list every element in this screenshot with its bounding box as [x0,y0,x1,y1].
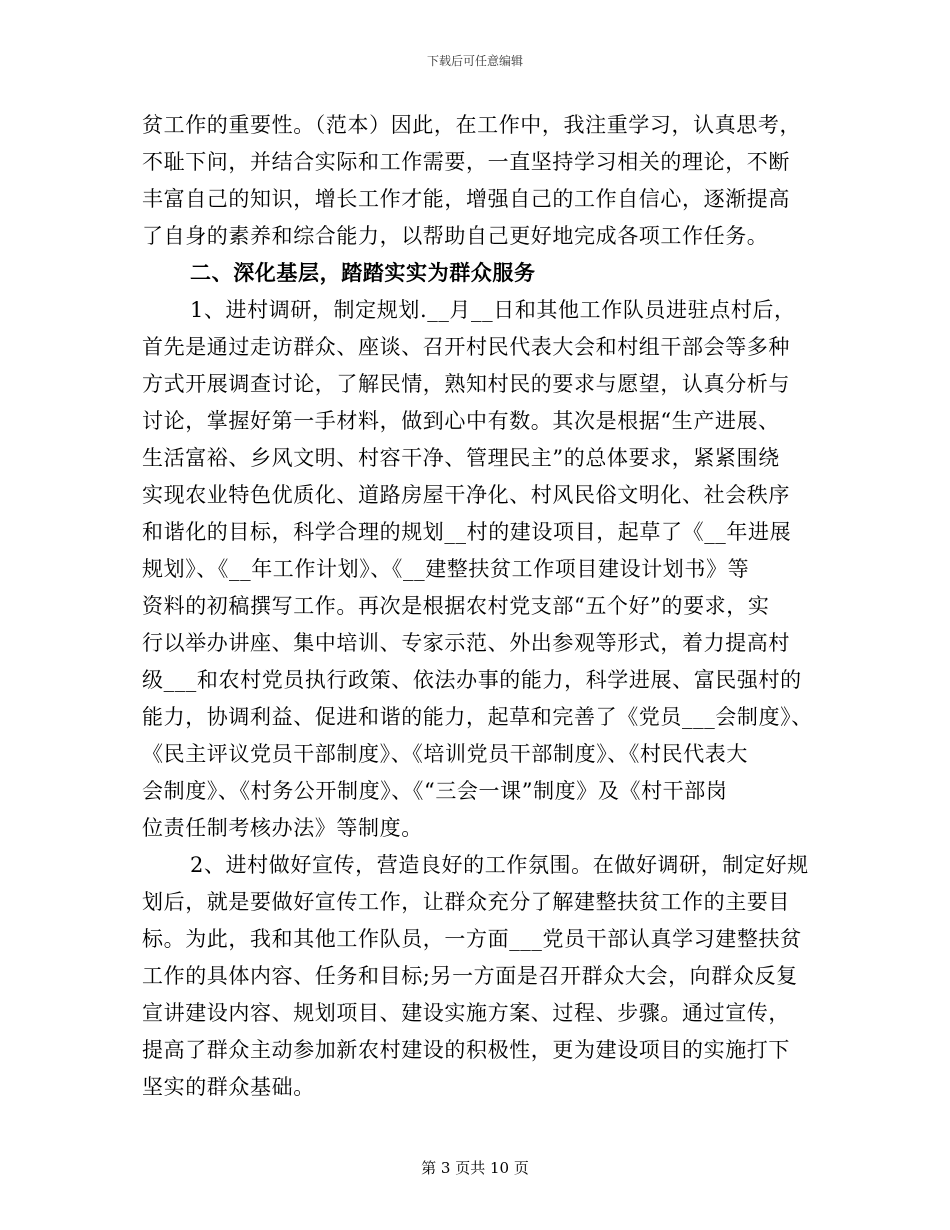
body-line: 首先是通过走访群众、座谈、召开村民代表大会和村组干部会等多种 [142,335,790,359]
body-line: 贫工作的重要性。（范本）因此，在工作中，我注重学习，认真思考， [142,113,802,137]
body-line: 提高了群众主动参加新农村建设的积极性，更为建设项目的实施打下 [142,1038,790,1062]
body-line: 讨论，掌握好第一手材料，做到心中有数。其次是根据“生产进展、 [142,409,780,433]
body-line: 《民主评议党员干部制度》、《培训党员干部制度》、《村民代表大 [142,742,748,766]
section-heading: 二、深化基层，踏踏实实为群众服务 [190,260,536,285]
page-header: 下载后可任意编辑 [426,54,523,68]
body-line: 方式开展调查讨论，了解民情，熟知村民的要求与愿望，认真分析与 [142,372,790,396]
body-line: 丰富自己的知识，增长工作才能，增强自己的工作自信心，逐渐提高 [142,187,790,211]
body-line: 规划》、《__年工作计划》、《__建整扶贫工作项目建设计划书》等 [142,557,750,581]
body-line: 资料的初稿撰写工作。再次是根据农村党支部“五个好”的要求，实 [142,594,770,618]
page-footer: 第 3 页共 10 页 [421,1159,529,1177]
body-line: 工作的具体内容、任务和目标;另一方面是召开群众大会，向群众反复 [142,964,798,988]
body-line: 级___和农村党员执行政策、依法办事的能力，科学进展、富民强村的 [142,668,802,692]
body-line: 标。为此，我和其他工作队员，一方面___党员干部认真学习建整扶贫 [142,927,802,951]
body-line: 会制度》、《村务公开制度》、《“三会一课”制度》及《村干部岗 [142,779,728,803]
body-line: 能力，协调利益、促进和谐的能力，起草和完善了《党员___会制度》、 [142,705,813,729]
body-line: 生活富裕、乡风文明、村容干净、管理民主”的总体要求，紧紧围绕 [142,446,780,470]
body-line: 行以举办讲座、集中培训、专家示范、外出参观等形式，着力提高村 [142,631,790,655]
body-line: 和谐化的目标，科学合理的规划__村的建设项目，起草了《__年进展 [142,520,792,544]
body-line: 位责任制考核办法》等制度。 [142,816,423,840]
body-line: 了自身的素养和综合能力，以帮助自己更好地完成各项工作任务。 [142,224,769,248]
body-line: 坚实的群众基础。 [142,1075,315,1099]
body-line: 2、进村做好宣传，营造良好的工作氛围。在做好调研，制定好规 [190,853,809,877]
body-line: 实现农业特色优质化、道路房屋干净化、村风民俗文明化、社会秩序 [142,483,790,507]
body-line: 1、进村调研，制定规划.__月__日和其他工作队员进驻点村后， [190,298,796,322]
body-line: 宣讲建设内容、规划项目、建设实施方案、过程、步骤。通过宣传， [142,1001,790,1025]
body-line: 划后，就是要做好宣传工作，让群众充分了解建整扶贫工作的主要目 [142,890,790,914]
body-line: 不耻下问，并结合实际和工作需要，一直坚持学习相关的理论，不断 [142,150,790,174]
